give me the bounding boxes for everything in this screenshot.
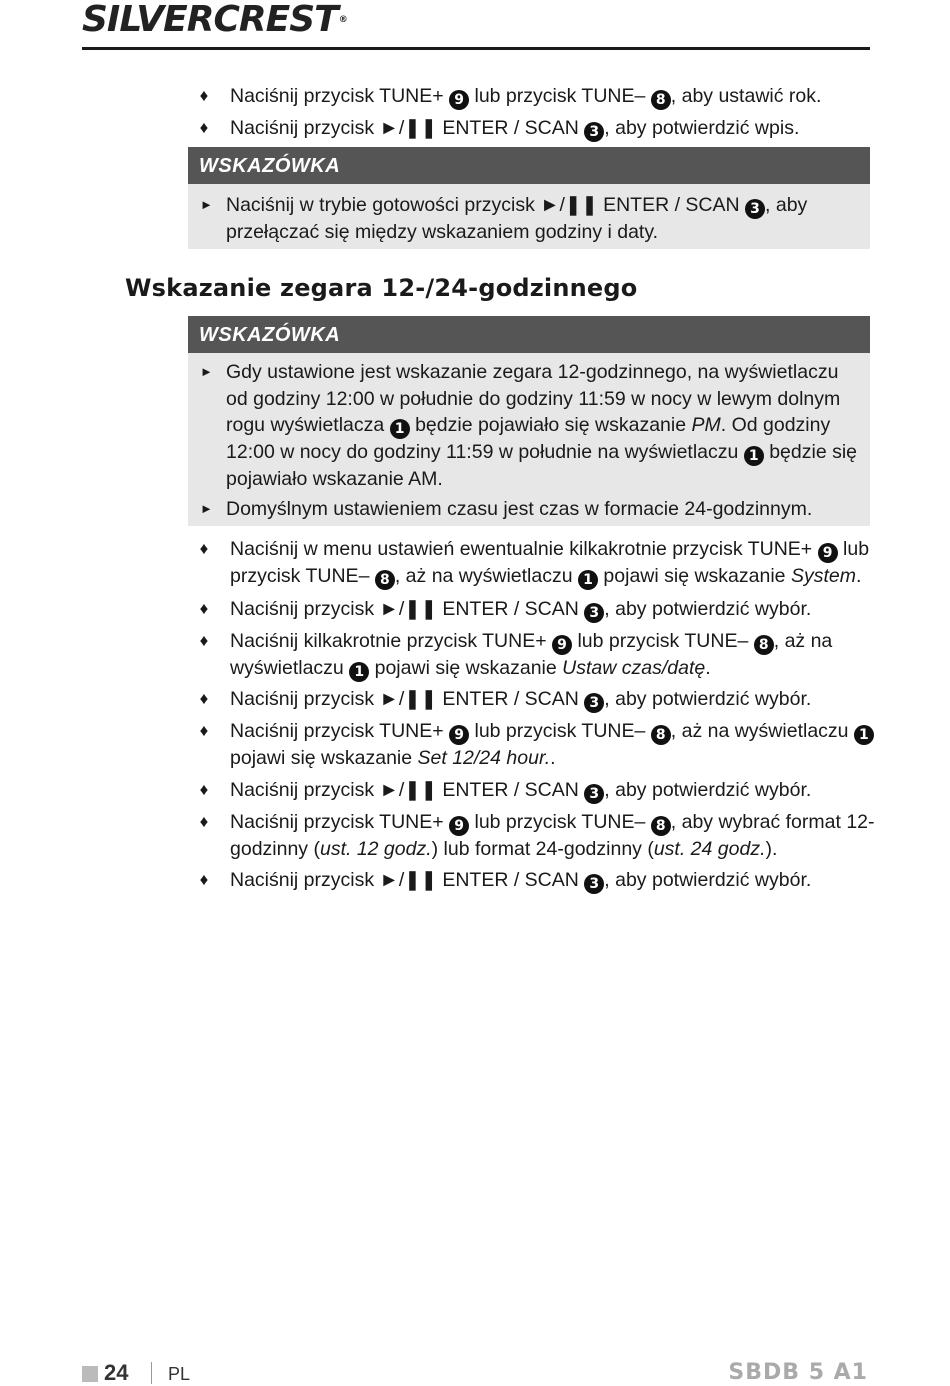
note-box <box>188 147 870 249</box>
model-number: SBDB 5 A1 <box>728 1360 868 1385</box>
number-badge: 8 <box>651 90 671 110</box>
list-item: ♦ Naciśnij przycisk ►/❚❚ ENTER / SCAN 3 , aby potwierdzić wybór. <box>196 867 876 894</box>
number-badge: 1 <box>390 419 410 439</box>
number-badge: 3 <box>584 693 604 713</box>
list-item: ♦ Naciśnij przycisk ►/❚❚ ENTER / SCAN 3 , aby potwierdzić wpis. <box>196 115 876 142</box>
number-badge: 9 <box>449 90 469 110</box>
diamond-bullet-icon: ♦ <box>199 721 209 740</box>
number-badge: 1 <box>854 725 874 745</box>
diamond-bullet-icon: ♦ <box>199 780 209 799</box>
note-item: ► Naciśnij w trybie gotowości przycisk ►/❚❚ ENTER / SCAN 3 , aby przełączać się między wskazaniem godziny i daty. <box>200 194 808 243</box>
list-item: ♦ Naciśnij przycisk ►/❚❚ ENTER / SCAN 3 , aby potwierdzić wybór. <box>196 596 876 623</box>
number-badge: 9 <box>449 816 469 836</box>
number-badge: 9 <box>818 543 838 563</box>
number-badge: 9 <box>552 635 572 655</box>
page-number: 24 <box>104 1360 129 1385</box>
footer-square-icon <box>82 1366 98 1382</box>
diamond-bullet-icon: ♦ <box>199 689 209 708</box>
number-badge: 3 <box>584 122 604 142</box>
diamond-bullet-icon: ♦ <box>199 631 209 650</box>
diamond-bullet-icon: ♦ <box>199 86 209 105</box>
number-badge: 8 <box>375 570 395 590</box>
number-badge: 8 <box>651 816 671 836</box>
number-badge: 8 <box>651 725 671 745</box>
diamond-bullet-icon: ♦ <box>199 870 209 889</box>
list-item: ♦ Naciśnij przycisk TUNE+ 9 lub przycisk TUNE– 8 , aż na wyświetlaczu 1 pojawi się wskazanie Set 12/24 hour.. <box>196 718 876 771</box>
note-item: ► Domyślnym ustawieniem czasu jest czas w formacie 24-godzinnym. <box>188 496 870 523</box>
registered-mark: ® <box>338 15 347 25</box>
list-item: ♦ Naciśnij przycisk ►/❚❚ ENTER / SCAN 3 , aby potwierdzić wybór. <box>196 686 876 713</box>
note-box <box>188 316 870 526</box>
note-title: WSKAZÓWKA <box>188 147 870 184</box>
diamond-bullet-icon: ♦ <box>199 118 209 137</box>
note-item: ► Gdy ustawione jest wskazanie zegara 12-godzinnego, na wyświetlaczu od godziny 12:00 w południe do godziny 11:59 w nocy w lewym dolnym rogu wyświetlacza 1 będzie pojawiało się wskazanie PM. Od godziny 12:00 w nocy do godziny 11:59 w południe na wyświetlaczu 1 będzie się pojawiało wskazanie AM. <box>200 361 858 490</box>
list-item: ♦ Naciśnij przycisk TUNE+ 9 lub przycisk TUNE– 8 , aby ustawić rok. <box>196 83 876 110</box>
number-badge: 1 <box>349 662 369 682</box>
header-rule <box>82 47 870 50</box>
number-badge: 3 <box>584 874 604 894</box>
diamond-bullet-icon: ♦ <box>199 812 209 831</box>
list-item: ♦ Naciśnij przycisk ►/❚❚ ENTER / SCAN 3 , aby potwierdzić wybór. <box>196 777 876 804</box>
list-item: ♦ Naciśnij przycisk TUNE+ 9 lub przycisk TUNE– 8 , aby wybrać format 12-godzinny (ust. 12 godz.) lub format 24-godzinny (ust. 24 godz.). <box>196 809 876 862</box>
number-badge: 8 <box>754 635 774 655</box>
number-badge: 1 <box>744 446 764 466</box>
footer-divider <box>151 1362 152 1384</box>
number-badge: 9 <box>449 725 469 745</box>
list-item: ♦ Naciśnij w menu ustawień ewentualnie kilkakrotnie przycisk TUNE+ 9 lub przycisk TUNE– 8 , aż na wyświetlaczu 1 pojawi się wskazanie System. <box>196 536 876 590</box>
arrow-bullet-icon: ► <box>200 197 213 212</box>
arrow-bullet-icon: ► <box>200 364 213 379</box>
number-badge: 3 <box>584 784 604 804</box>
diamond-bullet-icon: ♦ <box>199 539 209 558</box>
section-title: Wskazanie zegara 12-/24-godzinnego <box>125 274 638 302</box>
arrow-bullet-icon: ► <box>200 500 213 516</box>
number-badge: 3 <box>584 603 604 623</box>
diamond-bullet-icon: ♦ <box>199 599 209 618</box>
number-badge: 3 <box>745 199 765 219</box>
list-item: ♦ Naciśnij kilkakrotnie przycisk TUNE+ 9 lub przycisk TUNE– 8 , aż na wyświetlaczu 1 pojawi się wskazanie Ustaw czas/datę. <box>196 628 876 682</box>
brand-logo: SILVERCREST® <box>82 0 347 40</box>
note-title: WSKAZÓWKA <box>188 316 870 353</box>
language-code: PL <box>168 1364 191 1384</box>
number-badge: 1 <box>578 570 598 590</box>
